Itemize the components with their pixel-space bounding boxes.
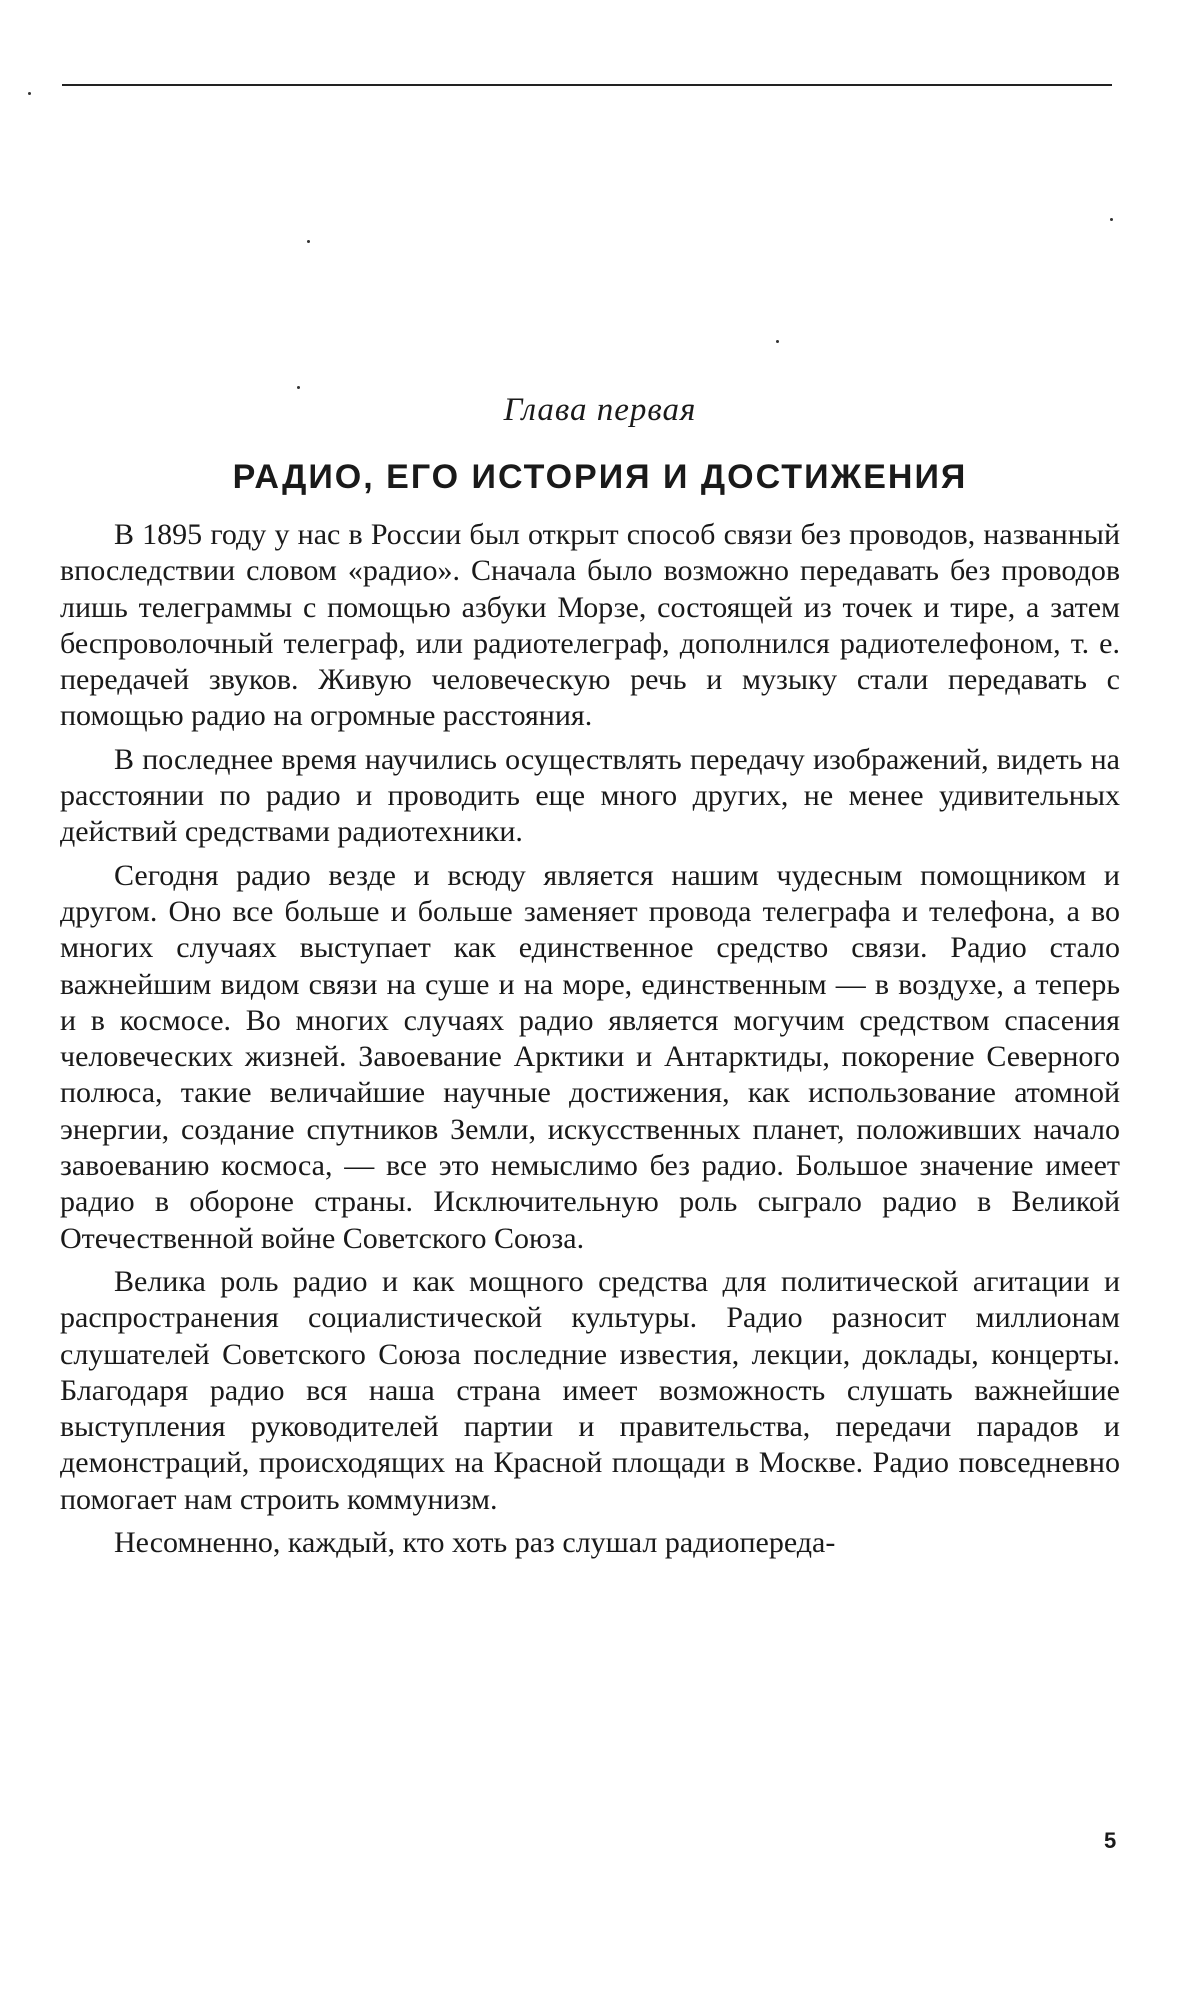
- paragraph: В 1895 году у нас в России был открыт способ связи без проводов, названный впоследствии словом «радио». Сначала было возможно передавать без проводов лишь телеграммы с помощью азбуки Морзе, состоящей из точек и тире, а затем беспроволочный телеграф, или радиотелеграф, дополнился радиотелефоном, т. е. передачей звуков. Живую человеческую речь и музыку стали передавать с помощью радио на огромные расстояния.: [60, 518, 1120, 733]
- chapter-title: РАДИО, ЕГО ИСТОРИЯ И ДОСТИЖЕНИЯ: [232, 458, 968, 496]
- scan-speck: [1110, 218, 1113, 221]
- paragraph: Велика роль радио и как мощного средства для политической агитации и распространения социалистической культуры. Радио разносит миллионам слушателей Советского Союза последние известия, лекции, доклады, концерты. Благодаря радио вся наша страна имеет возможность слушать важнейшие выступления руководителей партии и правительства, передачи парадов и демонстраций, происходящих на Красной площади в Москве. Радио повседневно помогает нам строить коммунизм.: [60, 1264, 1120, 1516]
- chapter-label: Глава первая: [503, 392, 697, 428]
- paragraph: В последнее время научились осуществлять передачу изображений, видеть на расстоянии по радио и проводить еще много других, не менее удивительных действий средствами радиотехники.: [60, 742, 1120, 849]
- body-text: [60, 517, 1120, 1568]
- scan-speck: [776, 340, 779, 343]
- scan-speck: [28, 92, 31, 95]
- top-rule: [62, 84, 1112, 86]
- paragraph: Несомненно, каждый, кто хоть раз слушал радиопереда-: [114, 1526, 836, 1560]
- scan-speck: [307, 240, 310, 243]
- page-number: 5: [1104, 1828, 1117, 1853]
- scan-speck: [297, 386, 300, 389]
- paragraph: Сегодня радио везде и всюду является нашим чудесным помощником и другом. Оно все больше и больше заменяет провода телеграфа и телефона, а во многих случаях выступает как единственное средство связи. Радио стало важнейшим видом связи на суше и на море, единственным — в воздухе, а теперь и в космосе. Во многих случаях радио является могучим средством спасения человеческих жизней. Завоевание Арктики и Антарктиды, покорение Северного полюса, такие величайшие научные достижения, как использование атомной энергии, создание спутников Земли, искусственных планет, положивших начало завоеванию космоса, — все это немыслимо без радио. Большое значение имеет радио в обороне страны. Исключительную роль сыграло радио в Великой Отечественной войне Советского Союза.: [60, 858, 1120, 1255]
